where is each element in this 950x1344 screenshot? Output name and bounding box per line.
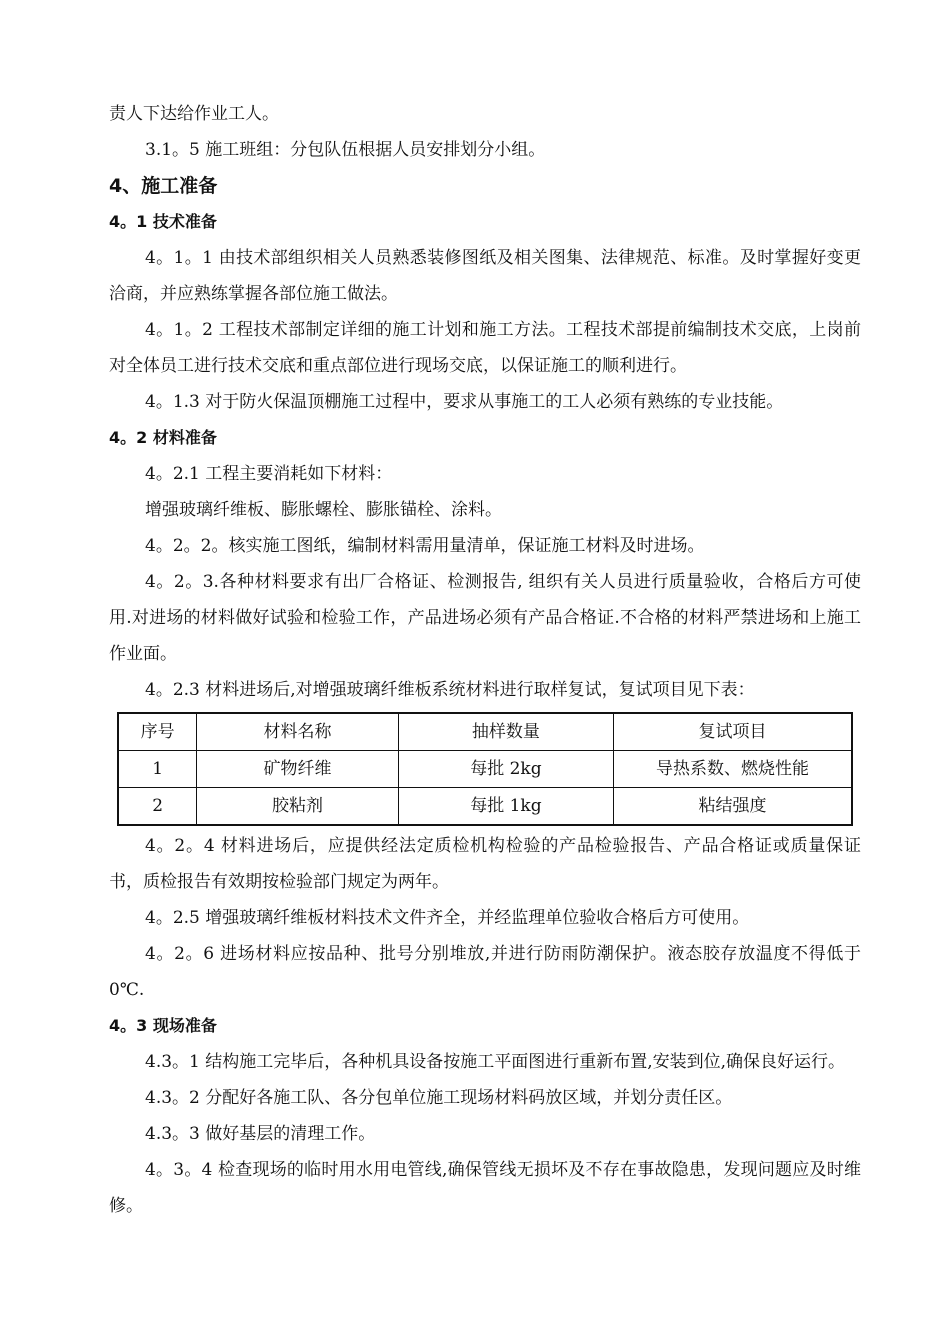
paragraph: 4。2。6 进场材料应按品种、批号分别堆放,并进行防雨防潮保护。液态胶存放温度不得低于 0℃. [109,944,861,1000]
paragraph: 3.1。5 施工班组：分包队伍根据人员安排划分小组。 [145,140,546,160]
paragraph: 4。3。4 检查现场的临时用水用电管线,确保管线无损坏及不存在事故隐患，发现问题应及时维修。 [109,1160,861,1216]
paragraph: 责人下达给作业工人。 [109,104,279,124]
table-cell: 每批 1kg [398,788,613,826]
table-cell: 2 [118,788,197,826]
table-cell: 粘结强度 [614,788,852,826]
paragraph: 4.3。3 做好基层的清理工作。 [145,1124,376,1144]
table-cell: 矿物纤维 [197,751,398,788]
table-header-cell: 序号 [118,713,197,751]
table-row [118,788,852,826]
paragraph: 4。2.3 材料进场后,对增强玻璃纤维板系统材料进行取样复试，复试项目见下表： [145,680,755,700]
section-heading: 4、施工准备 [109,175,218,197]
table-header-cell: 材料名称 [197,713,398,751]
table-cell: 导热系数、燃烧性能 [614,751,852,788]
table-cell: 1 [118,751,197,788]
table-header-cell: 复试项目 [614,713,852,751]
paragraph: 4。1。2 工程技术部制定详细的施工计划和施工方法。工程技术部提前编制技术交底，上岗前对全体员工进行技术交底和重点部位进行现场交底，以保证施工的顺利进行。 [109,320,861,376]
table-cell: 每批 2kg [398,751,613,788]
subsection-heading: 4。3 现场准备 [109,1016,217,1035]
paragraph: 4.3。1 结构施工完毕后，各种机具设备按施工平面图进行重新布置,安装到位,确保良好运行。 [145,1052,846,1072]
paragraph: 4。1.3 对于防火保温顶棚施工过程中，要求从事施工的工人必须有熟练的专业技能。 [145,392,784,412]
table-header-cell: 抽样数量 [398,713,613,751]
paragraph: 4。2。4 材料进场后，应提供经法定质检机构检验的产品检验报告、产品合格证或质量保证书，质检报告有效期按检验部门规定为两年。 [109,836,861,892]
table-header-row [118,713,852,751]
subsection-heading: 4。1 技术准备 [109,212,217,231]
table-row [118,751,852,788]
paragraph: 4。1。1 由技术部组织相关人员熟悉装修图纸及相关图集、法律规范、标准。及时掌握好变更洽商，并应熟练掌握各部位施工做法。 [109,248,861,304]
subsection-heading: 4。2 材料准备 [109,428,217,447]
paragraph: 4。2.1 工程主要消耗如下材料： [145,464,393,484]
document-page [109,96,861,1224]
retest-items-table [117,712,853,826]
table-cell: 胶粘剂 [197,788,398,826]
paragraph: 增强玻璃纤维板、膨胀螺栓、膨胀锚栓、涂料。 [145,500,502,520]
paragraph: 4。2。3.各种材料要求有出厂合格证、检测报告, 组织有关人员进行质量验收，合格后方可使用.对进场的材料做好试验和检验工作，产品进场必须有产品合格证.不合格的材料严禁进场和上施工作业面。 [109,572,861,664]
paragraph: 4.3。2 分配好各施工队、各分包单位施工现场材料码放区域，并划分责任区。 [145,1088,733,1108]
paragraph: 4。2。2。核实施工图纸，编制材料需用量清单，保证施工材料及时进场。 [145,536,705,556]
paragraph: 4。2.5 增强玻璃纤维板材料技术文件齐全，并经监理单位验收合格后方可使用。 [145,908,750,928]
